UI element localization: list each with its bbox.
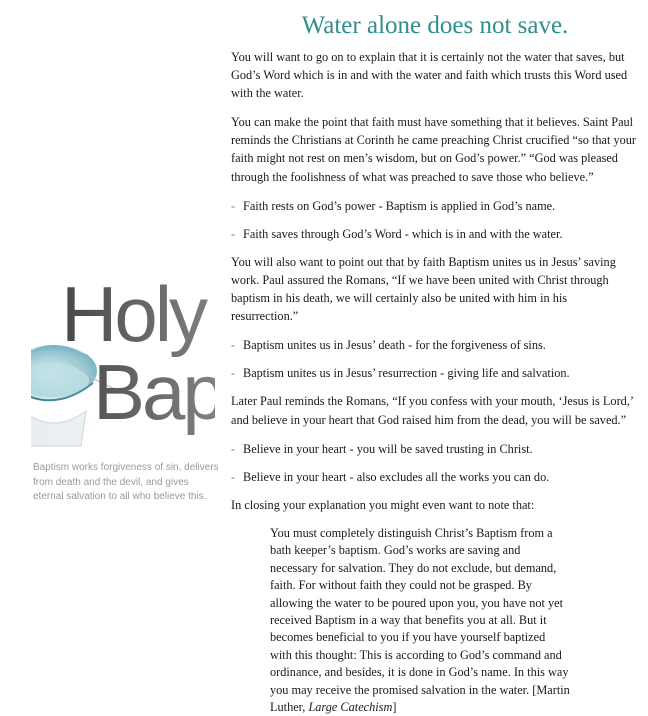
dash-icon: - <box>231 226 236 241</box>
bullet-item: - Faith saves through God’s Word - which is in and with the water. <box>231 225 636 243</box>
dash-icon: - <box>231 441 236 456</box>
quote-source: Large Catechism <box>308 699 393 714</box>
dash-icon: - <box>231 469 236 484</box>
page-title: Water alone does not save. <box>301 12 569 39</box>
bullet-item: - Faith rests on God’s power - Baptism is applied in God’s name. <box>231 197 636 215</box>
union-paragraph: You will also want to point out that by faith Baptism unites us in Jesus’ saving work. Paul assured the Romans, “If we have been united with Christ through baptism in his death, we will certainly also be united with him in his resurrection.” <box>231 254 616 324</box>
luther-quote: You must completely distinguish Christ’s Baptism from a bath keeper’s baptism. God’s works are saving and necessary for salvation. They do not exclude, but demand, faith. For without faith they could not be grasped. By allowing the water to be poured upon you, you have not yet received Baptism in a way that benefits you at all. But it becomes beneficial to you if you have yourself baptized with this thought: This is according to God’s command and ordinance, and besides, it is done in God’s name. In this way you may receive the promised salvation in the water. [Martin Luther, Large Catechism] <box>270 525 570 714</box>
image-caption: Baptism works forgiveness of sin, delivers from death and the devil, and gives eternal salvation to all who believe this. <box>33 462 219 503</box>
holy-baptism-image <box>31 231 215 452</box>
dash-icon: - <box>231 198 236 213</box>
bullet-item: - Baptism unites us in Jesus’ death - for the forgiveness of sins. <box>231 336 636 354</box>
main-text <box>231 48 636 716</box>
baptism-font-illustration <box>31 231 215 452</box>
faith-paragraph: You can make the point that faith must have something that it believes. Saint Paul reminds the Christians at Corinth he came preaching Christ crucified “so that your faith might not rest on men’s wisdom, but on God’s power.” “God was pleased through the foolishness of what was preached to save those who believe.” <box>231 115 637 184</box>
dash-icon: - <box>231 338 236 353</box>
intro-paragraph: You will want to go on to explain that it is certainly not the water that saves, but God’s Word which is in and with the water and faith which trusts this Word used with the water. <box>231 50 628 101</box>
confess-paragraph: Later Paul reminds the Romans, “If you confess with your mouth, ‘Jesus is Lord,’ and believe in your heart that God raised him from the dead, you will be saved.” <box>231 394 634 427</box>
bullet-item: - Baptism unites us in Jesus’ resurrection - giving life and salvation. <box>231 364 636 382</box>
closing-paragraph: In closing your explanation you might even want to note that: <box>231 497 535 512</box>
dash-icon: - <box>231 366 236 381</box>
bullet-item: - Believe in your heart - also excludes all the works you can do. <box>231 468 636 486</box>
bullet-item: - Believe in your heart - you will be saved trusting in Christ. <box>231 440 636 458</box>
